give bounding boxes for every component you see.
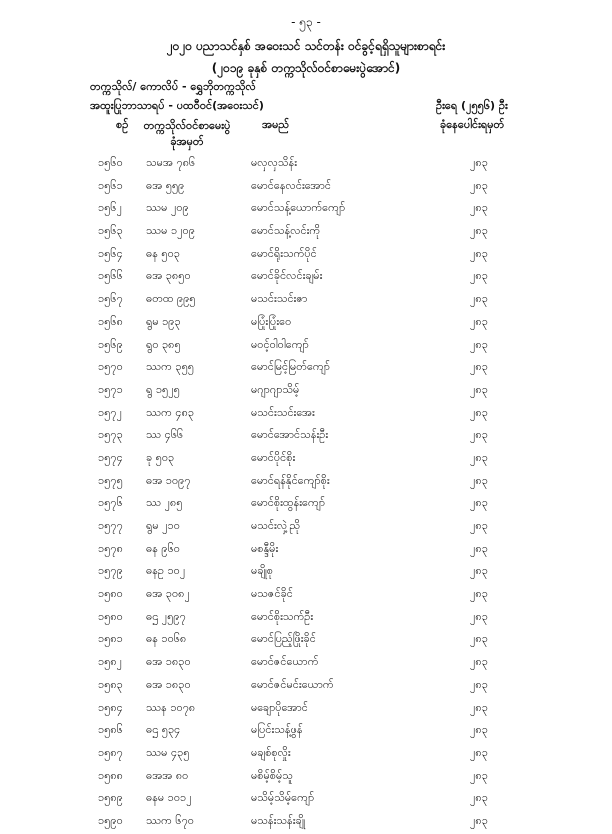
score: ၂၈၃ <box>470 382 488 396</box>
score: ၂၈၃ <box>470 360 488 374</box>
student-name: မပြင်းသန့်ဖွန် <box>251 723 303 737</box>
row-number: ၁၅၇၇ <box>98 519 123 532</box>
roll-number: ရွမ ၁၉၃ <box>146 314 181 328</box>
table-row <box>0 471 612 494</box>
student-name: မချောပိုအောင် <box>251 700 308 714</box>
row-number: ၁၅၈၄ <box>98 700 123 714</box>
table-row <box>0 539 612 562</box>
student-name: မောင်ရိုးသက်ပိုင် <box>251 246 317 260</box>
score: ၂၈၃ <box>470 246 488 260</box>
student-name: မောင်စိုးထွန်းကျော် <box>251 496 325 510</box>
roll-number: ဿန ၁၀၇၈ <box>146 700 196 714</box>
student-name: မောင်နေလင်းအောင် <box>251 178 332 192</box>
roll-number: ဓနမ ၁၀၁၂ <box>146 791 192 805</box>
student-name: မောင်ဇင်ယောက် <box>251 655 319 669</box>
row-number: ၁၅၆၂ <box>98 201 122 215</box>
table-row <box>0 629 612 652</box>
table-row <box>0 561 612 584</box>
table-row <box>0 516 612 539</box>
header-remark: ခုံနေပေါင်းရမှတ် <box>440 118 505 131</box>
score: ၂၈၃ <box>470 745 488 759</box>
roll-number: ရွ ၁၅၂၅ <box>146 382 180 396</box>
student-name: မဝင့်ဝါဝါကျော် <box>251 337 309 351</box>
table-row <box>0 176 612 199</box>
student-name: မောင်ရန်နိုင်ကျော်စိုး <box>251 473 330 487</box>
roll-number: ဿမ ၄၃၅ <box>146 745 190 759</box>
row-number: ၁၅၇၁ <box>98 382 123 396</box>
student-name: မသင်းသင်းအေး <box>251 405 315 419</box>
table-row <box>0 380 612 403</box>
student-list <box>0 153 612 834</box>
score: ၂၈၃ <box>470 677 488 691</box>
roll-number: ဓနဥ ၁၀၂ <box>146 564 186 578</box>
row-number: ၁၅၈၃ <box>98 677 123 691</box>
row-number: ၁၅၇၀ <box>98 360 123 374</box>
row-number: ၁၅၉၀ <box>98 813 123 827</box>
row-number: ၁၅၇၉ <box>98 564 123 578</box>
header-roll-number: တက္ကသိုလ်ဝင်စာမေးပွဲ ခုံအမှတ် <box>143 119 231 148</box>
table-row <box>0 743 612 766</box>
row-number: ၁၅၇၄ <box>98 450 123 464</box>
student-name: မသိမ့်သိမ့်ကျော် <box>251 791 315 805</box>
student-name: မလှလှသိန်း <box>251 156 298 169</box>
page-number: - ၅၃ - <box>291 15 321 29</box>
university-label: တက္ကသိုလ်/ ကောလိပ် - ရွှေဘိုတက္ကသိုလ် <box>90 80 256 93</box>
row-number: ၁၅၆၈ <box>98 314 123 328</box>
score: ၂၈၃ <box>470 587 488 601</box>
student-name: မစိမ့်စိမ့်သူ <box>251 768 293 782</box>
row-number: ၁၅၈၉ <box>98 791 123 805</box>
table-row <box>0 607 612 630</box>
row-number: ၁၅၆၀ <box>98 156 123 169</box>
table-row <box>0 403 612 426</box>
document-title: ၂၀၂၀ ပညာသင်နှစ် အဝေးသင် သင်တန်း ဝင်ခွင့်ရရှိသူများစာရင်း <box>166 39 446 53</box>
roll-number: ဿ ၂၈၅ <box>146 496 183 510</box>
table-row <box>0 198 612 221</box>
student-name: မောင်ပြည့်ဖြိုးခိုင် <box>251 632 316 646</box>
roll-number: ဓန ၉၆၀ <box>146 541 180 555</box>
row-number: ၁၅၈၀ <box>98 609 123 623</box>
table-row <box>0 266 612 289</box>
roll-number: ဿက ၆၇၀ <box>146 813 194 827</box>
total-count: ဦးရေ (၂၅၅၆) ဦး <box>436 99 508 112</box>
row-number: ၁၅၇၅ <box>98 473 123 487</box>
row-number: ၁၅၇၂ <box>98 405 122 419</box>
roll-number: ဓန ၅၀၃ <box>146 246 180 260</box>
header-name: အမည် <box>262 118 290 131</box>
table-row <box>0 698 612 721</box>
document-subtitle: (၂၀၁၉ ခုနှစ် တက္ကသိုလ်ဝင်စာမေးပွဲအောင်) <box>211 61 401 75</box>
table-row <box>0 652 612 675</box>
roll-number: ဿက ၄၈၃ <box>146 405 195 419</box>
row-number: ၁၅၆၄ <box>98 246 123 260</box>
score: ၂၈၃ <box>470 201 488 215</box>
student-name: မသန်းသန်းချို <box>251 813 306 827</box>
student-name: မောင်သန့်ယောက်ကျော် <box>251 201 346 215</box>
roll-number: သမအ ၇၈၆ <box>146 156 196 169</box>
roll-number: ဓအ ၃၀၈၂ <box>146 587 190 601</box>
row-number: ၁၅၆၇ <box>98 292 123 306</box>
score: ၂၈၃ <box>470 564 488 578</box>
row-number: ၁၅၈၈ <box>98 768 123 782</box>
student-name: မချစ်စုလှိုး <box>251 745 291 759</box>
student-name: မောင်သန့်လင်းကို <box>251 224 321 238</box>
roll-number: ဓအ ၅၅၉ <box>146 178 185 192</box>
score: ၂၈၃ <box>470 700 488 714</box>
score: ၂၈၃ <box>470 224 488 238</box>
student-name: မောင်ဇင်မင်းယောက် <box>251 677 334 691</box>
student-name: မပြုံးပြုံးဝေ <box>251 314 292 328</box>
score: ၂၈၃ <box>470 428 488 442</box>
row-number: ၁၅၇၈ <box>98 541 123 555</box>
header-no: စဉ် <box>116 118 129 131</box>
student-name: မောင်စိုးသက်ဦး <box>251 609 314 623</box>
table-row <box>0 675 612 698</box>
score: ၂၈၃ <box>470 519 488 532</box>
score: ၂၈၃ <box>470 314 488 328</box>
row-number: ၁၅၈၆ <box>98 723 123 737</box>
table-row <box>0 221 612 244</box>
table-row <box>0 425 612 448</box>
student-name: မောင်ပိုင်စိုး <box>251 450 296 464</box>
row-number: ၁၅၇၆ <box>98 496 123 510</box>
table-row <box>0 289 612 312</box>
table-row <box>0 357 612 380</box>
score: ၂၈၃ <box>470 609 488 623</box>
roll-number: ဓအ ၁၈၃၀ <box>146 677 191 691</box>
row-number: ၁၅၆၃ <box>98 224 123 238</box>
roll-number: ဓဌ ၅၃၄ <box>146 723 181 737</box>
roll-number: ဓတထ ၉၉၅ <box>146 292 196 306</box>
score: ၂၈၃ <box>470 541 488 555</box>
roll-number: ဓအ ၃၈၅၀ <box>146 269 191 283</box>
score: ၂၈၃ <box>470 723 488 737</box>
score: ၂၈၃ <box>470 473 488 487</box>
roll-number: ဓအ ၁၈၃၀ <box>146 655 191 669</box>
row-number: ၁၅၇၃ <box>98 428 123 442</box>
table-row <box>0 584 612 607</box>
student-name: မချိုစု <box>251 564 273 578</box>
student-name: မစန္ဒီမိုး <box>251 541 279 555</box>
table-row <box>0 244 612 267</box>
roll-number: ရွမ ၂၁၀ <box>146 519 180 532</box>
student-name: မောင်ခိုင်လင်းချမ်း <box>251 269 323 283</box>
row-number: ၁၅၆၁ <box>98 178 123 192</box>
row-number: ၁၅၈၁ <box>98 632 123 646</box>
score: ၂၈၃ <box>470 156 488 169</box>
row-number: ၁၅၆၉ <box>98 337 123 351</box>
student-name: မဂျာဂျာသိမ့် <box>251 382 300 396</box>
student-name: မောင်အောင်သန်းဦး <box>251 428 329 442</box>
table-row <box>0 493 612 516</box>
table-row <box>0 766 612 789</box>
roll-number: ဓအအ ၈၀ <box>146 768 189 782</box>
roll-number: ဿမ ၂၀၉ <box>146 201 189 215</box>
student-name: မသဇင်ခိုင် <box>251 587 293 601</box>
student-name: မောင်မြင့်မြတ်ကျော် <box>251 360 330 374</box>
score: ၂၈၃ <box>470 768 488 782</box>
row-number: ၁၅၈၀ <box>98 587 123 601</box>
row-number: ၁၅၈၇ <box>98 745 123 759</box>
score: ၂၈၃ <box>470 292 488 306</box>
student-name: မသင်းသင်းဇာ <box>251 292 308 306</box>
roll-number: ဓအ ၁၀၉၇ <box>146 473 191 487</box>
roll-number: ခု ၅၀၃ <box>146 450 175 464</box>
roll-number: ဓန ၁၀၆၈ <box>146 632 187 646</box>
score: ၂၈၃ <box>470 655 488 669</box>
score: ၂၈၃ <box>470 269 488 283</box>
table-row <box>0 312 612 335</box>
table-row <box>0 720 612 743</box>
roll-number: ဿက ၃၅၅ <box>146 360 194 374</box>
score: ၂၈၃ <box>470 178 488 192</box>
row-number: ၁၅၆၆ <box>98 269 123 283</box>
score: ၂၈၃ <box>470 337 488 351</box>
score: ၂၈၃ <box>470 405 488 419</box>
roll-number: ရွဝ ၃၈၅ <box>146 337 181 351</box>
major-label: အထူးပြုဘာသာရပ် - ပထဝီဝင်(အဝေးသင်) <box>90 99 264 112</box>
table-row <box>0 335 612 358</box>
roll-number: ဓဌ ၂၅၉၇ <box>146 609 186 623</box>
score: ၂၈၃ <box>470 632 488 646</box>
table-row <box>0 448 612 471</box>
score: ၂၈၃ <box>470 450 488 464</box>
roll-number: ဿ ၄၆၆ <box>146 428 184 442</box>
roll-number: ဿမ ၁၂၀၉ <box>146 224 195 238</box>
score: ၂၈၃ <box>470 791 488 805</box>
student-name: မသင်းလှဲ့ညို <box>251 519 301 532</box>
score: ၂၈၃ <box>470 813 488 827</box>
row-number: ၁၅၈၂ <box>98 655 123 669</box>
score: ၂၈၃ <box>470 496 488 510</box>
table-row <box>0 153 612 176</box>
table-row <box>0 811 612 834</box>
